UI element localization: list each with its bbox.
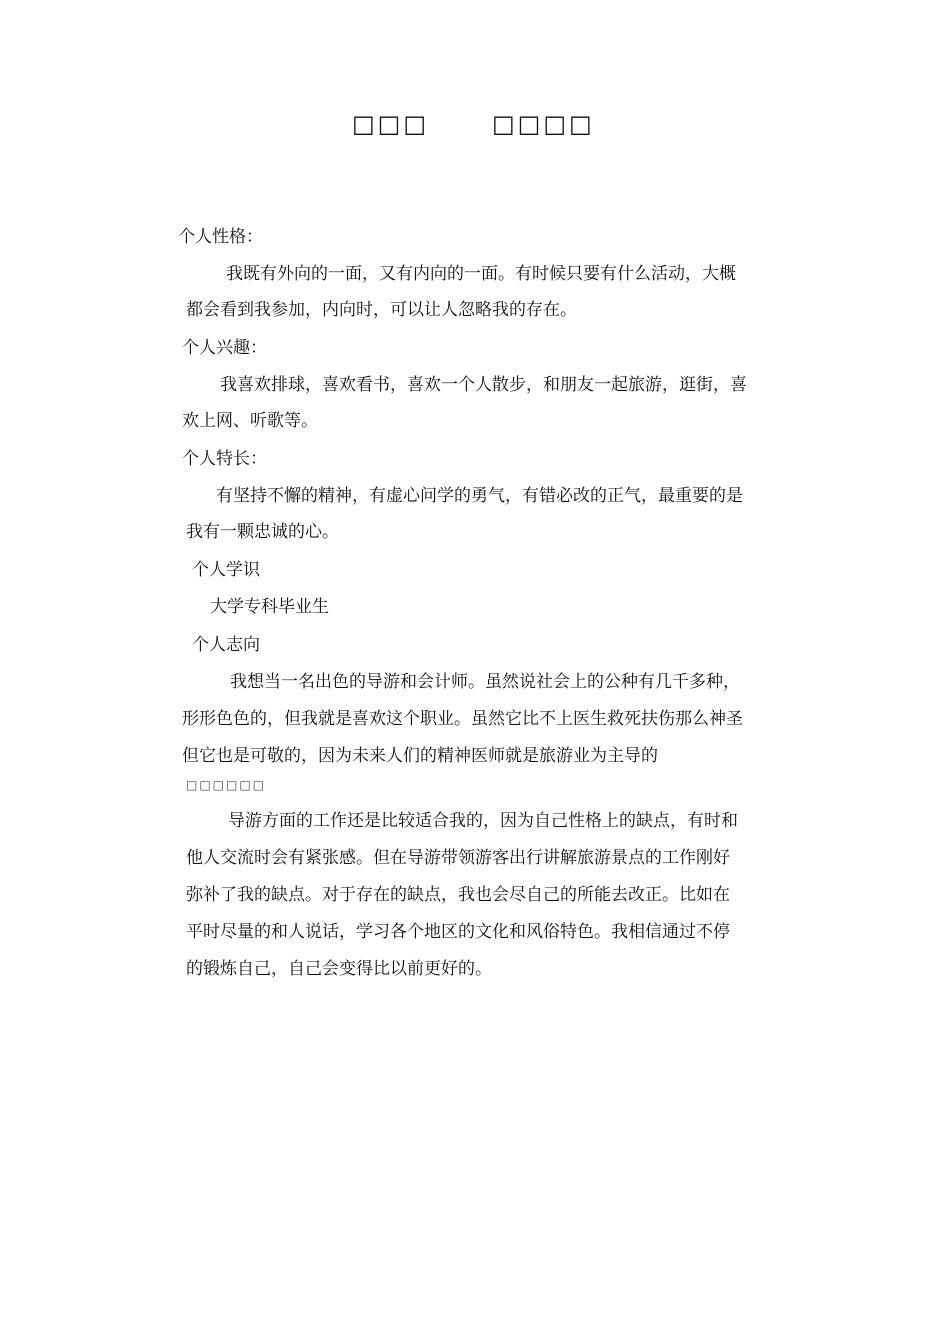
- aspiration-line: 形形色色的，但我就是喜欢这个职业。虽然它比不上医生救死扶伤那么神圣: [182, 709, 743, 729]
- personality-line: 都会看到我参加，内向时，可以让人忽略我的存在。: [186, 300, 577, 320]
- closing-line: 平时尽量的和人说话，学习各个地区的文化和风俗特色。我相信通过不停: [186, 922, 730, 942]
- strengths-line: 我有一颗忠诚的心。: [186, 522, 339, 542]
- aspiration-label: 个人志向: [192, 635, 260, 655]
- closing-line: 导游方面的工作还是比较适合我的，因为自己性格上的缺点，有时和: [228, 811, 738, 831]
- interests-line: 欢上网、听歌等。: [182, 411, 318, 431]
- education-line: 大学专科毕业生: [210, 597, 329, 617]
- interests-line: 我喜欢排球，喜欢看书，喜欢一个人散步，和朋友一起旅游，逛街，喜: [220, 375, 747, 395]
- title-right: □□□□: [492, 110, 595, 138]
- strengths-line: 有坚持不懈的精神，有虚心问学的勇气，有错必改的正气，最重要的是: [216, 486, 743, 506]
- personality-label: 个人性格：: [178, 227, 263, 247]
- closing-line: 弥补了我的缺点。对于存在的缺点，我也会尽自己的所能去改正。比如在: [186, 885, 730, 905]
- interests-label: 个人兴趣：: [182, 338, 267, 358]
- title-left: □□□: [352, 110, 430, 138]
- closing-line: 他人交流时会有紧张感。但在导游带领游客出行讲解旅游景点的工作刚好: [186, 848, 730, 868]
- personality-line: 我既有外向的一面，又有内向的一面。有时候只要有什么活动，大概: [226, 264, 736, 284]
- aspiration-line: 但它也是可敬的，因为未来人们的精神医师就是旅游业为主导的: [182, 746, 658, 766]
- aspiration-line: 我想当一名出色的导游和会计师。虽然说社会上的公种有几千多种，: [230, 672, 740, 692]
- strengths-label: 个人特长：: [182, 449, 267, 469]
- education-label: 个人学识: [192, 560, 260, 580]
- closing-line: 的锻炼自己，自己会变得比以前更好的。: [186, 959, 492, 979]
- hidden-label: □□□□□□: [186, 778, 267, 792]
